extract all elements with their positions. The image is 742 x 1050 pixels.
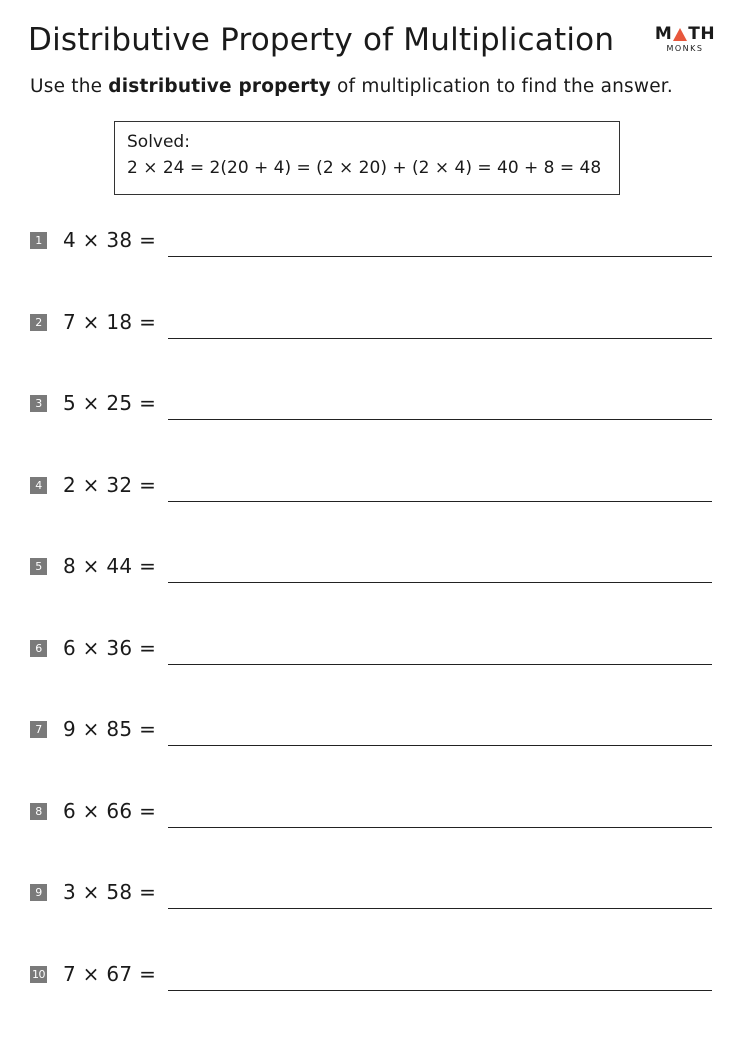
problem-row — [30, 798, 714, 833]
problem-row — [30, 309, 714, 344]
logo-text-right: TH — [688, 24, 716, 44]
problem-row — [30, 391, 714, 425]
problem-expression: 3 × 58 = — [63, 880, 157, 904]
math-monks-logo — [655, 26, 715, 54]
answer-line[interactable] — [168, 664, 712, 665]
answer-line[interactable] — [168, 501, 712, 502]
problem-number-badge: 9 — [30, 884, 47, 901]
problem-expression: 8 × 44 = — [63, 554, 157, 578]
problem-expression: 7 × 18 = — [63, 309, 157, 334]
problem-number-badge: 4 — [30, 477, 47, 494]
problem-expression: 6 × 36 = — [63, 635, 157, 660]
problem-number-badge: 7 — [30, 721, 47, 738]
problem-number-badge: 1 — [30, 232, 47, 249]
instruction-text-start: Use the — [30, 76, 109, 97]
solved-example-box — [114, 121, 620, 195]
problem-number-badge: 3 — [30, 395, 47, 412]
problem-row — [30, 554, 714, 588]
problem-expression: 7 × 67 = — [63, 961, 157, 986]
answer-line[interactable] — [168, 582, 712, 583]
problem-expression: 5 × 25 = — [63, 391, 157, 415]
problem-number-badge: 6 — [30, 640, 47, 657]
page-title: Distributive Property of Multiplication — [28, 22, 615, 58]
answer-line[interactable] — [168, 256, 712, 257]
problem-row — [30, 472, 714, 507]
instruction-emphasis: distributive property — [108, 76, 331, 97]
problem-row — [30, 228, 714, 262]
answer-line[interactable] — [168, 908, 712, 909]
problem-row — [30, 961, 714, 996]
problem-number-badge: 5 — [30, 558, 47, 575]
problem-expression: 9 × 85 = — [63, 717, 157, 741]
logo-wordmark — [655, 26, 715, 43]
problem-expression: 2 × 32 = — [63, 472, 157, 497]
triangle-icon — [673, 28, 687, 41]
problem-expression: 4 × 38 = — [63, 228, 157, 252]
answer-line[interactable] — [168, 338, 712, 339]
problem-row — [30, 880, 714, 914]
logo-text-left: M — [654, 24, 673, 44]
instructions — [30, 76, 673, 97]
answer-line[interactable] — [168, 827, 712, 828]
problem-number-badge: 2 — [30, 314, 47, 331]
answer-line[interactable] — [168, 419, 712, 420]
problem-row — [30, 635, 714, 670]
answer-line[interactable] — [168, 745, 712, 746]
problem-row — [30, 717, 714, 751]
problem-expression: 6 × 66 = — [63, 798, 157, 823]
solved-example-label: Solved: — [127, 132, 190, 152]
instruction-text-end: of multiplication to find the answer. — [330, 76, 673, 97]
answer-line[interactable] — [168, 990, 712, 991]
logo-subtext: MONKS — [666, 44, 704, 53]
solved-example-equation: 2 × 24 = 2(20 + 4) = (2 × 20) + (2 × 4) = 40 + 8 = 48 — [127, 158, 602, 178]
problem-number-badge: 10 — [32, 967, 45, 981]
problem-number-badge: 8 — [30, 803, 47, 820]
